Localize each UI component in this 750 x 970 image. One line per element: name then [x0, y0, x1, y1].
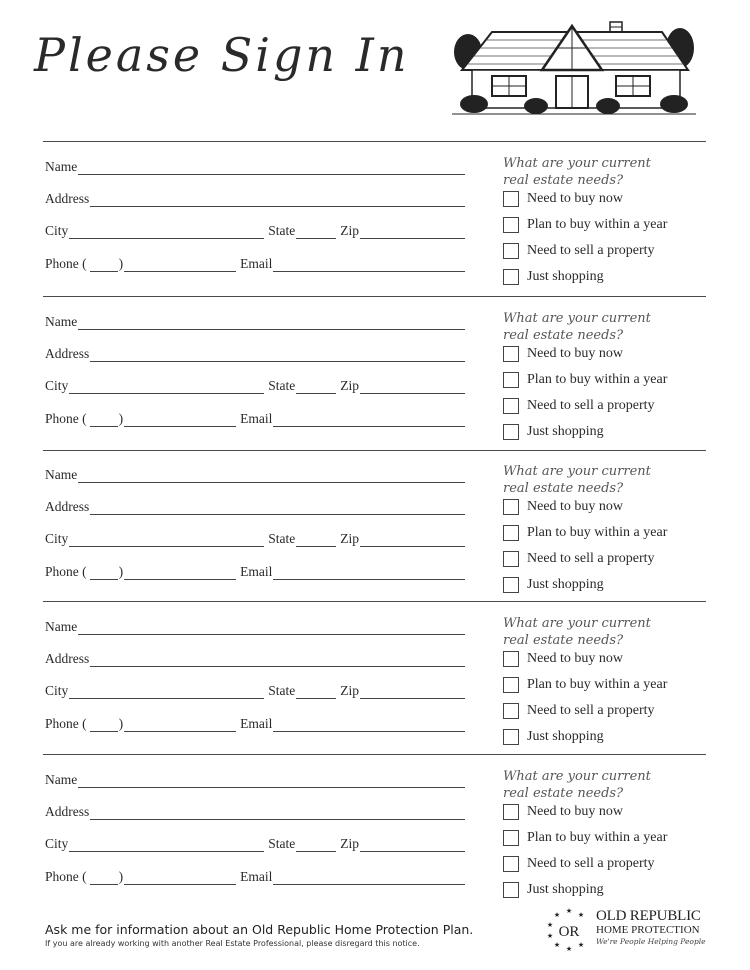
footer-message: Ask me for information about an Old Republic Home Protection Plan. — [45, 922, 474, 937]
svg-text:★: ★ — [553, 911, 561, 919]
name-field[interactable] — [78, 621, 465, 635]
city-label: City — [45, 378, 69, 393]
zip-label: Zip — [340, 836, 360, 851]
option-label: Need to sell a property — [527, 243, 655, 258]
option-sell-property[interactable] — [503, 702, 655, 720]
option-label: Just shopping — [527, 424, 604, 439]
address-line — [45, 189, 465, 207]
state-label: State — [268, 531, 296, 546]
option-just-shopping[interactable] — [503, 881, 604, 899]
city-label: City — [45, 683, 69, 698]
state-label: State — [268, 378, 296, 393]
phone-line — [45, 867, 465, 885]
needs-question — [503, 463, 703, 497]
checkbox[interactable] — [503, 398, 519, 414]
checkbox[interactable] — [503, 856, 519, 872]
area-code-field[interactable] — [90, 258, 118, 272]
option-label: Need to buy now — [527, 499, 624, 514]
option-sell-property[interactable] — [503, 242, 655, 260]
state-label: State — [268, 683, 296, 698]
option-label: Need to sell a property — [527, 703, 655, 718]
option-buy-now[interactable] — [503, 498, 623, 516]
zip-label: Zip — [340, 378, 360, 393]
name-line — [45, 617, 465, 635]
zip-field[interactable] — [360, 380, 465, 394]
svg-text:★: ★ — [565, 945, 573, 953]
question-line: real estate needs? — [503, 173, 624, 188]
sign-in-entry — [43, 148, 706, 298]
state-field[interactable] — [296, 533, 336, 547]
phone-field[interactable] — [124, 566, 236, 580]
city-line — [45, 529, 465, 547]
option-buy-now[interactable] — [503, 803, 623, 821]
svg-text:★: ★ — [546, 932, 554, 940]
phone-label: Phone ( — [45, 564, 87, 579]
address-label: Address — [45, 651, 90, 666]
phone-label: Phone ( — [45, 716, 87, 731]
phone-paren: ) — [118, 716, 124, 731]
logo-tagline: We're People Helping People — [596, 937, 706, 946]
city-label: City — [45, 531, 69, 546]
question-line: What are your current — [503, 616, 651, 631]
name-field[interactable] — [78, 469, 465, 483]
checkbox[interactable] — [503, 804, 519, 820]
logo-monogram: OR — [558, 924, 580, 940]
question-line: real estate needs? — [503, 328, 624, 343]
name-label: Name — [45, 467, 78, 482]
email-field[interactable] — [273, 718, 465, 732]
address-line — [45, 802, 465, 820]
email-field[interactable] — [273, 258, 465, 272]
option-label: Need to sell a property — [527, 856, 655, 871]
area-code-field[interactable] — [90, 566, 118, 580]
svg-text:★: ★ — [577, 911, 585, 919]
question-line: What are your current — [503, 156, 651, 171]
option-label: Just shopping — [527, 577, 604, 592]
needs-question — [503, 155, 703, 189]
option-label: Just shopping — [527, 882, 604, 897]
checkbox[interactable] — [503, 269, 519, 285]
option-buy-within-year[interactable] — [503, 829, 667, 847]
needs-question — [503, 768, 703, 802]
checkbox[interactable] — [503, 577, 519, 593]
name-line — [45, 157, 465, 175]
zip-label: Zip — [340, 683, 360, 698]
address-field[interactable] — [90, 501, 465, 515]
question-line: real estate needs? — [503, 786, 624, 801]
question-line: real estate needs? — [503, 633, 624, 648]
state-field[interactable] — [296, 685, 336, 699]
option-buy-within-year[interactable] — [503, 676, 667, 694]
email-field[interactable] — [273, 566, 465, 580]
name-line — [45, 312, 465, 330]
phone-label: Phone ( — [45, 411, 87, 426]
phone-line — [45, 562, 465, 580]
question-line: real estate needs? — [503, 481, 624, 496]
checkbox[interactable] — [503, 499, 519, 515]
email-label: Email — [240, 869, 273, 884]
svg-text:★: ★ — [565, 907, 573, 915]
checkbox[interactable] — [503, 346, 519, 362]
address-field[interactable] — [90, 653, 465, 667]
zip-field[interactable] — [360, 225, 465, 239]
address-line — [45, 497, 465, 515]
option-just-shopping[interactable] — [503, 728, 604, 746]
address-field[interactable] — [90, 193, 465, 207]
option-buy-within-year[interactable] — [503, 524, 667, 542]
option-label: Just shopping — [527, 269, 604, 284]
sign-in-entry — [43, 608, 706, 758]
phone-paren: ) — [118, 256, 124, 271]
zip-label: Zip — [340, 223, 360, 238]
needs-question — [503, 615, 703, 649]
option-label: Just shopping — [527, 729, 604, 744]
checkbox[interactable] — [503, 217, 519, 233]
name-field[interactable] — [78, 774, 465, 788]
option-buy-now[interactable] — [503, 190, 623, 208]
city-field[interactable] — [69, 380, 264, 394]
email-label: Email — [240, 564, 273, 579]
option-label: Need to buy now — [527, 191, 624, 206]
option-label: Plan to buy within a year — [527, 830, 668, 845]
phone-paren: ) — [118, 411, 124, 426]
checkbox[interactable] — [503, 372, 519, 388]
address-line — [45, 649, 465, 667]
city-label: City — [45, 836, 69, 851]
city-field[interactable] — [69, 225, 264, 239]
name-label: Name — [45, 619, 78, 634]
question-line: What are your current — [503, 464, 651, 479]
name-field[interactable] — [78, 161, 465, 175]
state-field[interactable] — [296, 380, 336, 394]
address-label: Address — [45, 191, 90, 206]
city-field[interactable] — [69, 838, 264, 852]
phone-field[interactable] — [124, 871, 236, 885]
name-field[interactable] — [78, 316, 465, 330]
city-field[interactable] — [69, 533, 264, 547]
address-field[interactable] — [90, 348, 465, 362]
city-label: City — [45, 223, 69, 238]
phone-label: Phone ( — [45, 256, 87, 271]
option-buy-within-year[interactable] — [503, 371, 667, 389]
question-line: What are your current — [503, 311, 651, 326]
email-label: Email — [240, 411, 273, 426]
city-line — [45, 376, 465, 394]
option-just-shopping[interactable] — [503, 268, 604, 286]
checkbox[interactable] — [503, 677, 519, 693]
option-buy-now[interactable] — [503, 650, 623, 668]
option-label: Need to sell a property — [527, 551, 655, 566]
option-buy-now[interactable] — [503, 345, 623, 363]
svg-text:★: ★ — [577, 941, 585, 949]
option-label: Need to buy now — [527, 804, 624, 819]
address-label: Address — [45, 346, 90, 361]
state-label: State — [268, 223, 296, 238]
svg-text:★: ★ — [546, 921, 554, 929]
phone-field[interactable] — [124, 718, 236, 732]
option-just-shopping[interactable] — [503, 576, 604, 594]
area-code-field[interactable] — [90, 871, 118, 885]
logo-subtitle: HOME PROTECTION — [596, 924, 700, 936]
checkbox[interactable] — [503, 551, 519, 567]
checkbox[interactable] — [503, 424, 519, 440]
checkbox[interactable] — [503, 525, 519, 541]
checkbox[interactable] — [503, 191, 519, 207]
option-buy-within-year[interactable] — [503, 216, 667, 234]
footer-disclaimer: If you are already working with another Real Estate Professional, please disregard this notice. — [45, 939, 420, 948]
needs-question — [503, 310, 703, 344]
logo-name: OLD REPUBLIC — [596, 908, 701, 924]
name-line — [45, 770, 465, 788]
option-sell-property[interactable] — [503, 397, 655, 415]
option-just-shopping[interactable] — [503, 423, 604, 441]
name-label: Name — [45, 159, 78, 174]
phone-line — [45, 714, 465, 732]
zip-field[interactable] — [360, 685, 465, 699]
phone-paren: ) — [118, 869, 124, 884]
city-field[interactable] — [69, 685, 264, 699]
option-label: Need to buy now — [527, 346, 624, 361]
phone-paren: ) — [118, 564, 124, 579]
address-line — [45, 344, 465, 362]
name-label: Name — [45, 314, 78, 329]
checkbox[interactable] — [503, 882, 519, 898]
option-label: Plan to buy within a year — [527, 217, 668, 232]
checkbox[interactable] — [503, 651, 519, 667]
city-line — [45, 681, 465, 699]
option-label: Plan to buy within a year — [527, 525, 668, 540]
old-republic-logo — [544, 905, 709, 953]
checkbox[interactable] — [503, 243, 519, 259]
sign-in-entry — [43, 303, 706, 453]
email-field[interactable] — [273, 413, 465, 427]
phone-line — [45, 409, 465, 427]
area-code-field[interactable] — [90, 718, 118, 732]
star-seal-icon — [544, 905, 594, 953]
option-label: Need to sell a property — [527, 398, 655, 413]
option-sell-property[interactable] — [503, 550, 655, 568]
address-label: Address — [45, 499, 90, 514]
page-title: Please Sign In — [34, 28, 410, 82]
zip-field[interactable] — [360, 838, 465, 852]
email-label: Email — [240, 256, 273, 271]
email-field[interactable] — [273, 871, 465, 885]
zip-field[interactable] — [360, 533, 465, 547]
checkbox[interactable] — [503, 830, 519, 846]
email-label: Email — [240, 716, 273, 731]
checkbox[interactable] — [503, 729, 519, 745]
checkbox[interactable] — [503, 703, 519, 719]
name-label: Name — [45, 772, 78, 787]
address-label: Address — [45, 804, 90, 819]
city-line — [45, 834, 465, 852]
section-divider — [43, 141, 706, 142]
phone-field[interactable] — [124, 258, 236, 272]
house-illustration — [452, 18, 696, 118]
option-sell-property[interactable] — [503, 855, 655, 873]
sign-in-entry — [43, 761, 706, 911]
question-line: What are your current — [503, 769, 651, 784]
city-line — [45, 221, 465, 239]
svg-text:★: ★ — [553, 941, 561, 949]
state-label: State — [268, 836, 296, 851]
state-field[interactable] — [296, 225, 336, 239]
area-code-field[interactable] — [90, 413, 118, 427]
option-label: Need to buy now — [527, 651, 624, 666]
zip-label: Zip — [340, 531, 360, 546]
phone-line — [45, 254, 465, 272]
state-field[interactable] — [296, 838, 336, 852]
phone-field[interactable] — [124, 413, 236, 427]
option-label: Plan to buy within a year — [527, 677, 668, 692]
phone-label: Phone ( — [45, 869, 87, 884]
name-line — [45, 465, 465, 483]
option-label: Plan to buy within a year — [527, 372, 668, 387]
address-field[interactable] — [90, 806, 465, 820]
sign-in-entry — [43, 456, 706, 606]
